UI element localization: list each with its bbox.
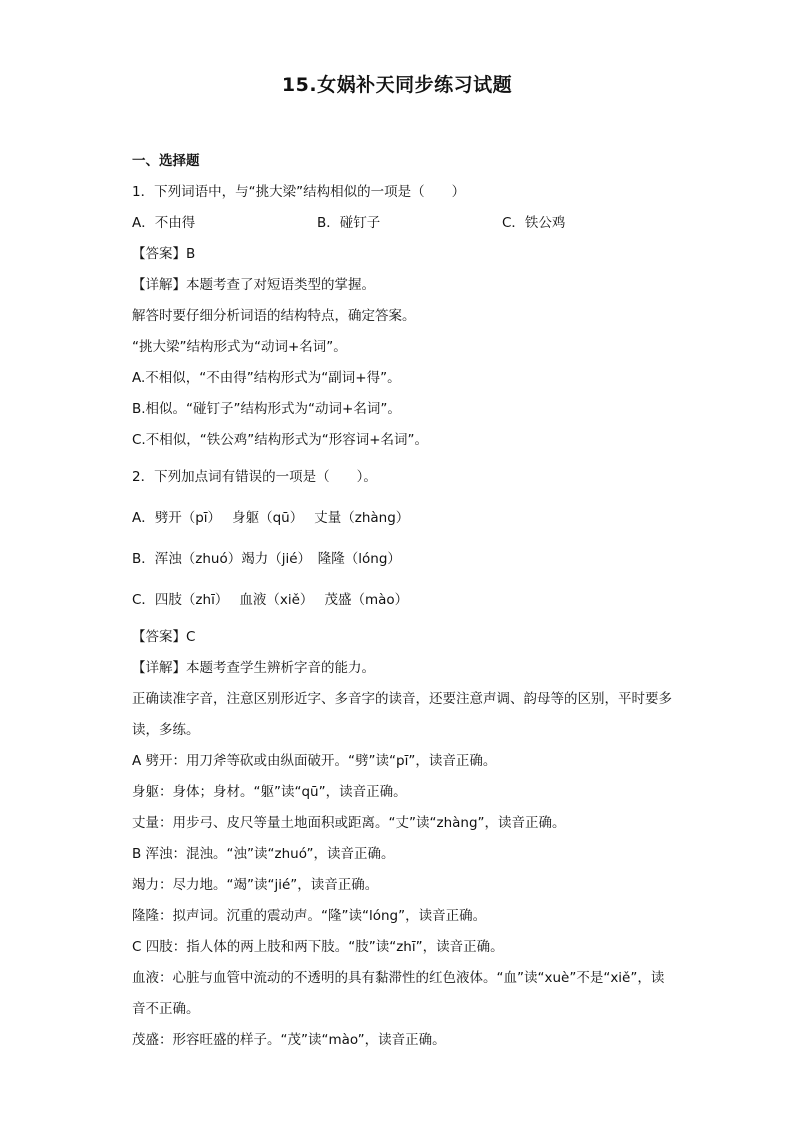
question-2-detail-line: 隆隆：拟声词。沉重的震动声。“隆”读“lóng”，读音正确。: [132, 908, 487, 924]
question-2-detail-line: 丈量：用步弓、皮尺等量土地面积或距离。“丈”读“zhàng”，读音正确。: [132, 815, 566, 831]
question-1-detail-line: B.相似。“碰钉子”结构形式为“动词+名词”。: [132, 401, 401, 417]
question-2-option-b: B．浑浊（zhuó）竭力（jié） 隆隆（lóng）: [132, 551, 401, 567]
question-2-detail-line: 血液：心脏与血管中流动的不透明的具有黏滞性的红色液体。“血”读“xuè”不是“xiě”，读音不正确。: [132, 970, 665, 1017]
question-2-option-a: A．劈开（pī） 身躯（qū） 丈量（zhàng）: [132, 510, 410, 526]
question-2-detail-line: 身躯：身体；身材。“躯”读“qū”，读音正确。: [132, 784, 407, 800]
question-1-options: [132, 208, 672, 239]
question-2-option-c: C．四肢（zhī） 血液（xiě） 茂盛（mào）: [132, 592, 409, 608]
question-1-option-b: B．碰钉子: [317, 215, 381, 231]
question-2-detail-line: 茂盛：形容旺盛的样子。“茂”读“mào”，读音正确。: [132, 1032, 446, 1048]
question-2-stem: 2．下列加点词有错误的一项是（ ）。: [132, 469, 377, 485]
question-1-detail-line: “挑大梁”结构形式为“动词+名词”。: [132, 339, 347, 355]
document-body: [132, 146, 672, 1056]
page-title: 15.女娲补天同步练习试题: [281, 74, 513, 96]
question-2-answer: 【答案】C: [132, 629, 196, 645]
question-2-detail-line: 竭力：尽力地。“竭”读“jié”，读音正确。: [132, 877, 379, 893]
question-1-detail-line: 解答时要仔细分析词语的结构特点，确定答案。: [132, 308, 416, 324]
question-1-stem: 1．下列词语中，与“挑大梁”结构相似的一项是（ ）: [132, 184, 466, 200]
question-2-detail-line: C 四肢：指人体的两上肢和两下肢。“肢”读“zhī”，读音正确。: [132, 939, 504, 955]
question-1-detail-line: C.不相似，“铁公鸡”结构形式为“形容词+名词”。: [132, 432, 429, 448]
question-2-detail-line: A 劈开：用刀斧等砍或由纵面破开。“劈”读“pī”，读音正确。: [132, 753, 497, 769]
question-1-detail-line: A.不相似，“不由得”结构形式为“副词+得”。: [132, 370, 401, 386]
question-1-answer: 【答案】B: [132, 246, 196, 262]
question-1-option-c: C．铁公鸡: [502, 215, 566, 231]
question-2-detail-line: 【详解】本题考查学生辨析字音的能力。: [132, 660, 375, 676]
question-2-detail-line: 正确读准字音，注意区别形近字、多音字的读音，还要注意声调、韵母等的区别，平时要多读，多练。: [132, 691, 672, 738]
question-1-detail-line: 【详解】本题考查了对短语类型的掌握。: [132, 277, 375, 293]
question-1-option-a: A．不由得: [132, 215, 196, 231]
question-2-detail-line: B 浑浊：混浊。“浊”读“zhuó”，读音正确。: [132, 846, 395, 862]
section-heading: 一、选择题: [132, 153, 200, 169]
